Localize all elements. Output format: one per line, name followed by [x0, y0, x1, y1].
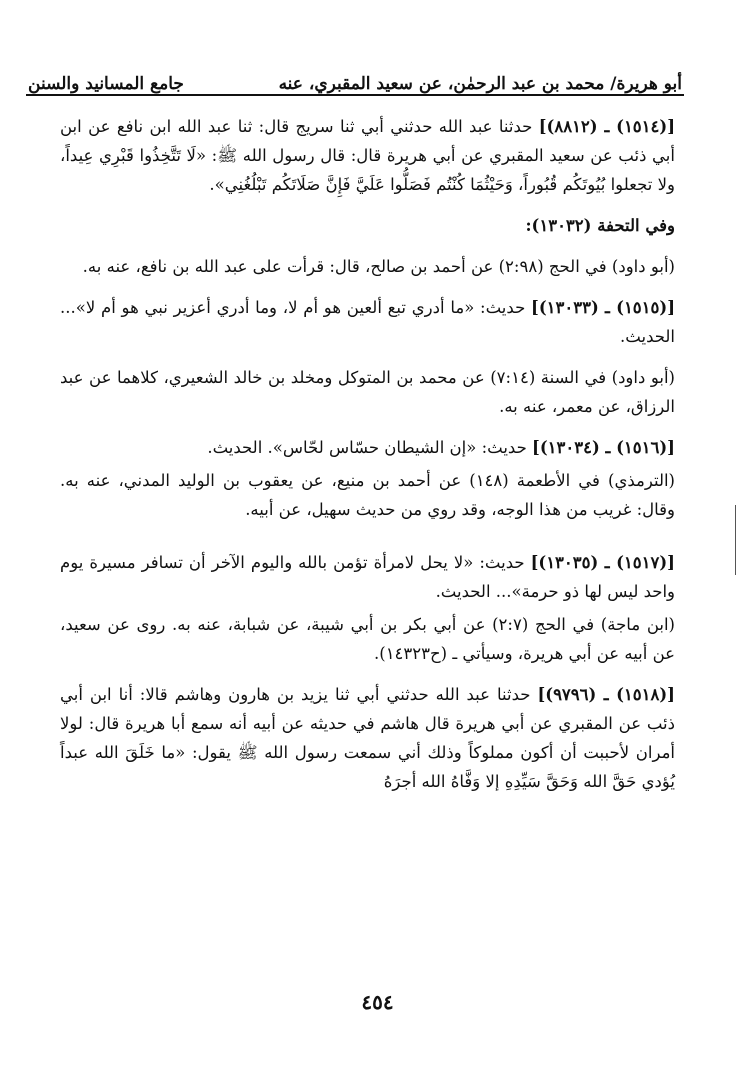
hadith-1517: [60, 548, 675, 606]
takhrij-text: (أبو داود) في الحج (٢:٩٨) عن أحمد بن صالح، قال: قرأت على عبد الله بن نافع، عنه به.: [82, 257, 675, 276]
tuhfa-text: وفي التحفة (١٣٠٣٢):: [525, 216, 675, 235]
hadith-number: [(١٥١٨) ـ (٩٧٩٦)]: [537, 685, 675, 704]
takhrij-ibn-majah: [60, 610, 675, 668]
hadith-number: [(١٥١٤) ـ (٨٨١٢)]: [538, 117, 676, 136]
running-header: [26, 56, 684, 96]
running-title-chapter: أبو هريرة/ محمد بن عبد الرحمٰن، عن سعيد المقبري، عنه: [278, 74, 682, 94]
hadith-1514: [60, 112, 675, 199]
page-number: ٤٥٤: [361, 990, 394, 1014]
hadith-1518: [60, 680, 675, 796]
hadith-text: حدثنا عبد الله حدثني أبي ثنا سريج قال: ثنا عبد الله ابن نافع عن ابن أبي ذئب عن سعيد المقبري عن أبي هريرة قال: قال رسول الله ﷺ: «لَا تَتَّخِذُوا قَبْرِي عِيداً، ولا تجعلوا بُيُوتَكُم قُبُوراً، وَحَيْثُمَا كُنْتُم فَصَلُّوا عَلَيَّ فَإِنَّ صَلَاتَكُم تَبْلُغُنِي».: [60, 117, 675, 194]
hadith-text: حديث: «لا يحل لامرأة تؤمن بالله واليوم الآخر أن تسافر مسيرة يوم واحد ليس لها ذو حرمة»... الحديث.: [60, 553, 675, 601]
running-title-book: جامع المسانيد والسنن: [28, 74, 184, 94]
hadith-number: [(١٥١٧) ـ (١٣٠٣٥)]: [530, 553, 675, 572]
hadith-text: حديث: «ما أدري تبع ألعين هو أم لا، وما أدري أعزير نبي هو أم لا»... الحديث.: [60, 298, 675, 346]
margin-line: [735, 505, 736, 575]
takhrij-abu-dawud-2: [60, 363, 675, 421]
tuhfa-reference: [60, 211, 675, 240]
hadith-text: حدثنا عبد الله حدثني أبي ثنا يزيد بن هارون وهاشم قالا: أنا ابن أبي ذئب عن المقبري عن أبي هريرة قال هاشم في حديثه عن أبيه أنه سمع أبا هريرة قال: لولا أمران لأحببت أن أكون مملوكاً وذلك أني سمعت رسول الله ﷺ يقول: «ما خَلَقَ الله عبداً يُؤدي حَقَّ الله وَحَقَّ سَيِّدِهِ إلا وَفَّاهُ الله أجرَهُ: [60, 685, 675, 791]
hadith-text: حديث: «إن الشيطان حسّاس لحّاس». الحديث.: [207, 438, 527, 457]
takhrij-tirmidhi: [60, 466, 675, 524]
takhrij-text: (أبو داود) في السنة (٧:١٤) عن محمد بن المتوكل ومخلد بن خالد الشعيري، كلاهما عن عبد الرزاق، عن معمر، عنه به.: [60, 368, 675, 416]
page-body: [60, 112, 675, 808]
hadith-number: [(١٥١٦) ـ (١٣٠٣٤)]: [532, 438, 675, 457]
hadith-1516: [60, 433, 675, 462]
takhrij-text: (ابن ماجة) في الحج (٢:٧) عن أبي بكر بن أبي شيبة، عن شبابة، عنه به. روى عن سعيد، عن أبيه عن أبي هريرة، وسيأتي ـ (ح١٤٣٢٣).: [60, 615, 675, 663]
takhrij-text: (الترمذي) في الأطعمة (١٤٨) عن أحمد بن منيع، عن يعقوب بن الوليد المدني، عنه به. وقال: غريب من هذا الوجه، وقد روي من حديث سهيل، عن أبيه.: [60, 471, 675, 519]
hadith-1515: [60, 293, 675, 351]
takhrij-abu-dawud-1: [60, 252, 675, 281]
hadith-number: [(١٥١٥) ـ (١٣٠٣٣)]: [531, 298, 676, 317]
